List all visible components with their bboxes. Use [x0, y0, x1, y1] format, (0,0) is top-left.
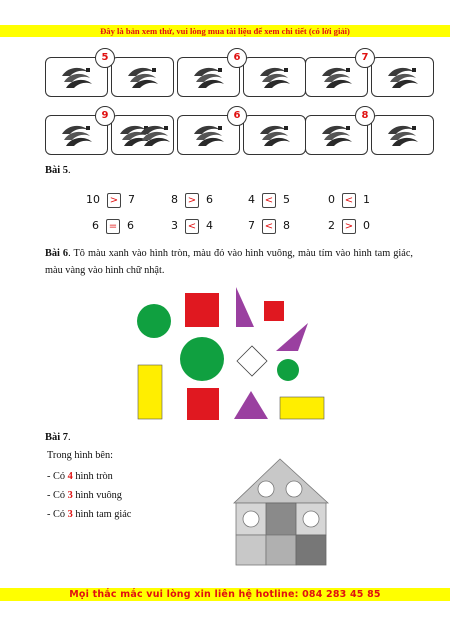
banana-card-6	[305, 110, 435, 155]
banana-card-1	[45, 52, 175, 97]
banana-card-2	[177, 52, 307, 97]
diamond-outline	[237, 346, 267, 376]
purple-triangle	[276, 323, 308, 351]
preview-banner: Đây là bản xem thử, vui lòng mua tài liệu để xem chi tiết (có lời giải)	[0, 25, 450, 37]
comparison-item: 2 > 0	[328, 219, 370, 232]
banana-bunch-icon	[112, 58, 175, 98]
comparison-item: 4 < 5	[248, 193, 290, 206]
red-square	[187, 388, 219, 420]
body-circle	[303, 511, 319, 527]
base-square	[236, 535, 266, 565]
banana-bunch-icon	[244, 58, 307, 98]
base-square	[266, 535, 296, 565]
bai7-line: - Có 3 hình tam giác	[47, 509, 132, 520]
comparison-item: 6 = 6	[92, 219, 134, 232]
red-square	[264, 301, 284, 321]
answer-circle: 7	[355, 48, 375, 68]
house-figure	[232, 455, 332, 570]
answer-circle: 6	[227, 48, 247, 68]
answer-circle: 5	[95, 48, 115, 68]
answer-circle: 6	[227, 106, 247, 126]
hotline-banner: Mọi thắc mắc vui lòng xin liên hệ hotline: 084 283 45 85	[0, 588, 450, 601]
bai7-line: - Có 4 hình tròn	[47, 471, 113, 482]
bai7-line: - Có 3 hình vuông	[47, 490, 122, 501]
banana-bunch-icon	[372, 58, 435, 98]
comparison-item: 7 < 8	[248, 219, 290, 232]
banana-card-5	[177, 110, 307, 155]
base-square	[296, 535, 326, 565]
house-square	[266, 503, 296, 535]
yellow-rectangle	[280, 397, 324, 419]
banana-bunch-icon	[244, 116, 307, 156]
purple-triangle	[236, 287, 254, 327]
bai7-intro: Trong hình bên:	[47, 450, 113, 461]
purple-triangle	[234, 391, 268, 419]
answer-circle: 9	[95, 106, 115, 126]
roof-circle	[258, 481, 274, 497]
bai5-heading: Bài 5.	[45, 165, 71, 176]
green-circle	[277, 359, 299, 381]
comparison-item: 0 < 1	[328, 193, 370, 206]
banana-card-3	[305, 52, 435, 97]
comparison-item: 10 > 7	[86, 193, 135, 206]
yellow-rectangle	[138, 365, 162, 419]
answer-circle: 8	[355, 106, 375, 126]
roof-triangle	[234, 459, 328, 503]
banana-bunch-icon	[372, 116, 435, 156]
green-circle	[180, 337, 224, 381]
roof-circle	[286, 481, 302, 497]
shapes-figure	[130, 285, 340, 425]
comparison-item: 3 < 4	[171, 219, 213, 232]
green-circle	[137, 304, 171, 338]
bai6-paragraph: Bài 6. Tô màu xanh vào hình tròn, màu đỏ vào hình vuông, màu tím vào hình tam giác, màu vàng vào hình chữ nhật.	[45, 248, 413, 276]
bai7-heading: Bài 7.	[45, 432, 71, 443]
body-circle	[243, 511, 259, 527]
red-square	[185, 293, 219, 327]
banana-bunch-icon	[112, 116, 175, 156]
comparison-item: 8 > 6	[171, 193, 213, 206]
banana-card-4	[45, 110, 175, 155]
